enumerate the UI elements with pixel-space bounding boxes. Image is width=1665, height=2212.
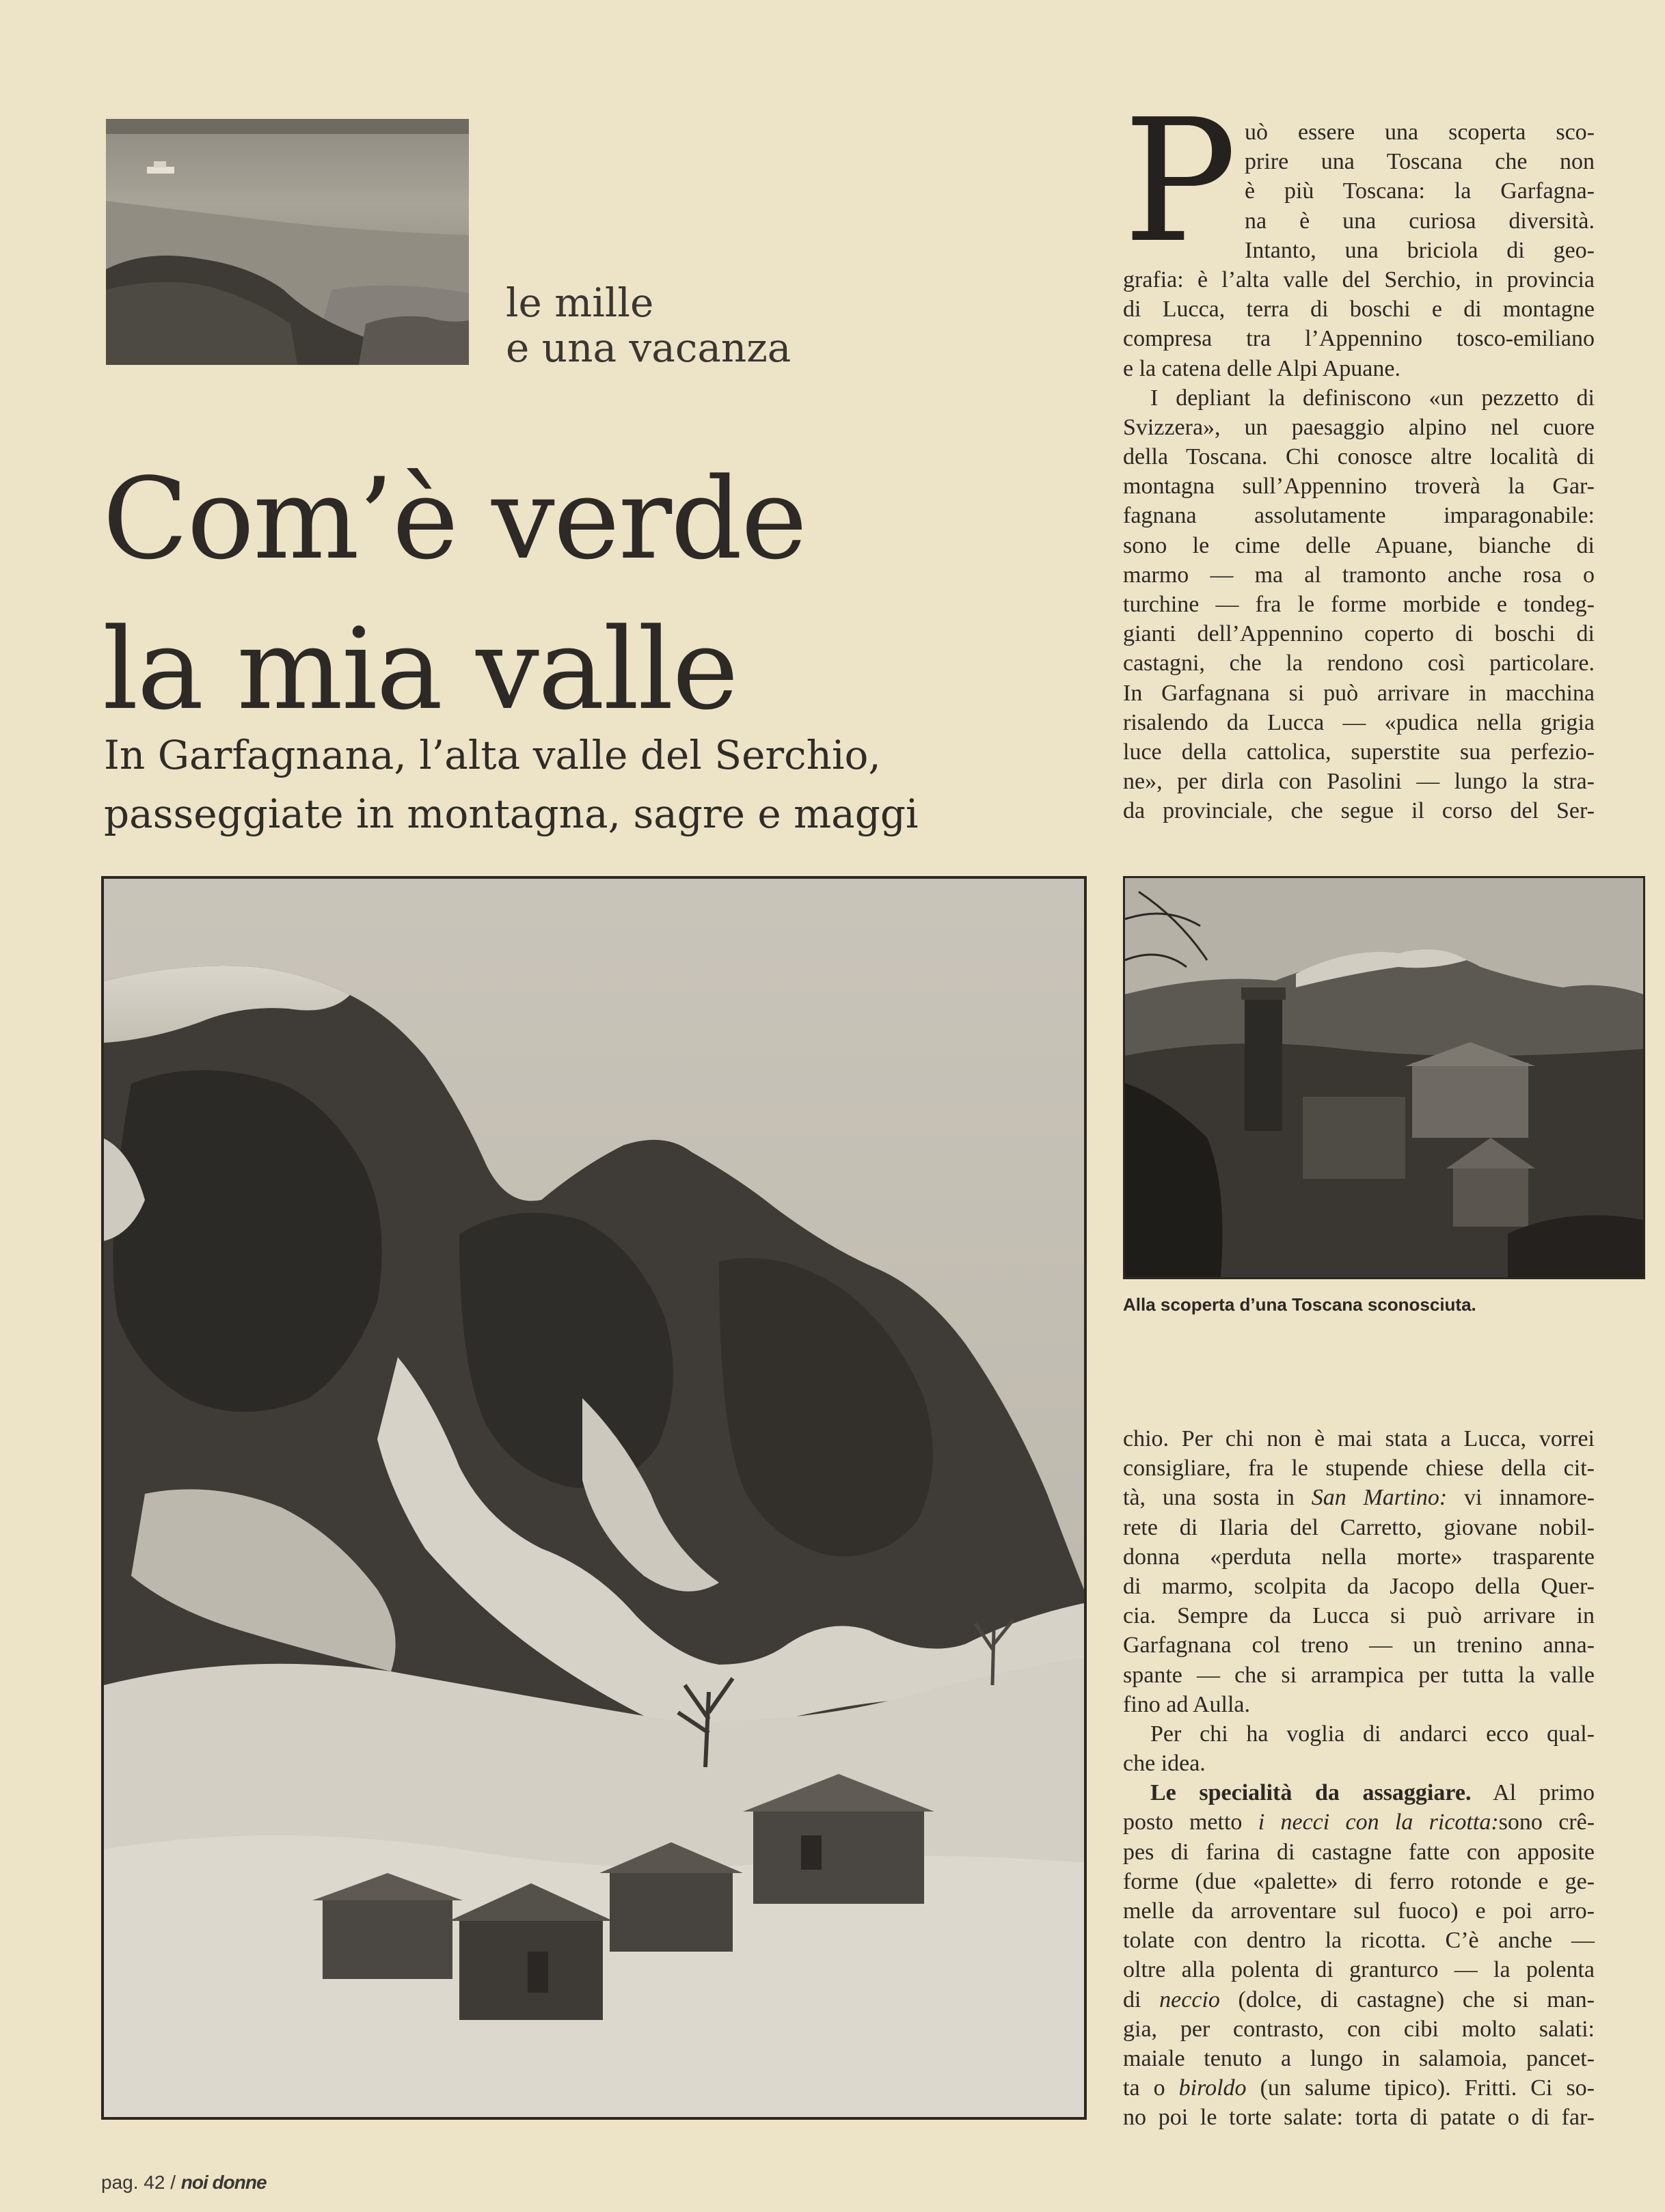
article-headline (103, 444, 1128, 745)
text-line: da provinciale, che segue il corso del Ser- (1123, 798, 1595, 824)
text-line: no poi le torte salate: torta di patate o di far- (1123, 2105, 1595, 2131)
text-line: I depliant la definiscono «un pezzetto di (1150, 385, 1595, 411)
text-line (1123, 1985, 1595, 2015)
text-line: pes di farina di castagne fatte con apposite (1123, 1839, 1595, 1865)
text-run: (un salume tipico). Fritti. Ci so- (1246, 2075, 1595, 2101)
photo-caption: Alla scoperta d’una Toscana sconosciuta. (1123, 1294, 1476, 1315)
text-line: fagnana assolutamente imparagonabile: (1123, 503, 1595, 529)
text-line: Garfagnana col treno — un trenino anna- (1123, 1633, 1595, 1658)
italic-run: i necci con la ricotta: (1258, 1810, 1499, 1835)
text-line: di marmo, scolpita da Jacopo della Quer- (1123, 1573, 1595, 1599)
text-line: tolate con dentro la ricotta. C’è anche — (1123, 1928, 1595, 1954)
text-line: luce della cattolica, superstite sua perfezio- (1123, 739, 1595, 765)
text-line: maiale tenuto a lungo in salamoia, pancet- (1123, 2045, 1595, 2071)
text-line: na è una curiosa diversità. (1245, 208, 1595, 234)
text-run: tà, una sosta in (1123, 1485, 1312, 1511)
text-line: uò essere una scoperta sco- (1245, 120, 1595, 145)
subhead-line: In Garfagnana, l’alta valle del Serchio, (104, 732, 881, 778)
headline-line: la mia valle (103, 604, 737, 735)
text-column-top (1123, 118, 1595, 826)
text-line: donna «perduta nella morte» trasparente (1123, 1544, 1595, 1570)
drop-cap: P (1123, 83, 1237, 280)
page-footer (101, 2172, 511, 2194)
text-line: Per chi ha voglia di andarci ecco qual- (1150, 1721, 1595, 1747)
text-line: compresa tra l’Appennino tosco-emiliano (1123, 326, 1595, 352)
text-line: fino ad Aulla. (1123, 1691, 1251, 1717)
headline-line: Com’è verde (103, 454, 807, 584)
coastal-sea-photo (106, 119, 469, 365)
kicker-line: e una vacanza (506, 325, 791, 371)
text-column-bottom (1123, 1424, 1595, 2133)
text-line: della Toscana. Chi conosce altre località di (1123, 444, 1595, 470)
text-line (1123, 2073, 1595, 2103)
text-line: prire una Toscana che non (1245, 149, 1595, 175)
text-line: consigliare, fra le stupende chiese della cit- (1123, 1456, 1595, 1482)
text-line: che idea. (1123, 1751, 1206, 1777)
magazine-name: noi donne (180, 2172, 267, 2193)
text-line: oltre alla polenta di granturco — la polenta (1123, 1957, 1595, 1983)
text-line: Intanto, una briciola di geo- (1245, 237, 1595, 263)
text-run: vi innamore- (1447, 1485, 1595, 1511)
run-in-heading: Le specialità da assaggiare. (1150, 1780, 1472, 1806)
article-subheading (104, 726, 1129, 843)
text-line: sono le cime delle Apuane, bianche di (1123, 532, 1595, 558)
text-line: marmo — ma al tramonto anche rosa o (1123, 562, 1595, 588)
text-line: e la catena delle Alpi Apuane. (1123, 355, 1400, 381)
snowy-mountain-village-photo (101, 876, 1087, 2120)
text-line: montagna sull’Appennino troverà la Gar- (1123, 474, 1595, 500)
text-line: melle da arroventare sul fuoco) e poi arro- (1123, 1898, 1595, 1924)
section-kicker (506, 280, 861, 370)
footer-separator: / (170, 2172, 176, 2193)
text-line (1123, 1807, 1595, 1837)
text-run: ta o (1123, 2075, 1179, 2101)
text-line: turchine — fra le forme morbide e tondeg- (1123, 592, 1595, 617)
text-line: castagni, che la rendono così particolare. (1123, 651, 1595, 677)
text-run: Al primo (1471, 1780, 1595, 1806)
text-line: Svizzera», un paesaggio alpino nel cuore (1123, 414, 1595, 440)
text-line: rete di Ilaria del Carretto, giovane nobil- (1123, 1514, 1595, 1540)
page-number: pag. 42 (101, 2172, 165, 2193)
text-line: è più Toscana: la Garfagna- (1245, 178, 1595, 204)
kicker-line: le mille (506, 279, 654, 326)
subhead-line: passeggiate in montagna, sagre e maggi (104, 791, 919, 837)
text-run: di (1123, 1986, 1160, 2012)
text-line: In Garfagnana si può arrivare in macchina (1123, 680, 1595, 706)
text-run: posto metto (1123, 1810, 1258, 1835)
text-line: grafia: è l’alta valle del Serchio, in provincia (1123, 267, 1595, 292)
text-line: ne», per dirla con Pasolini — lungo la stra- (1123, 769, 1595, 795)
text-line: risalendo da Lucca — «pudica nella grigia (1123, 709, 1595, 735)
text-line (1123, 1778, 1595, 1807)
text-line: forme (due «palette» di ferro rotonde e ge- (1123, 1868, 1595, 1894)
text-run: (dolce, di castagne) che si man- (1219, 1986, 1595, 2012)
text-line: cia. Sempre da Lucca si può arrivare in (1123, 1603, 1595, 1629)
italic-run: San Martino: (1311, 1485, 1448, 1511)
italic-run: biroldo (1178, 2075, 1247, 2101)
text-line: gianti dell’Appennino coperto di boschi di (1123, 621, 1595, 647)
text-run: sono crê- (1498, 1810, 1595, 1835)
text-line: di Lucca, terra di boschi e di montagne (1123, 297, 1595, 323)
italic-run: neccio (1159, 1986, 1220, 2012)
text-line: spante — che si arrampica per tutta la valle (1123, 1662, 1595, 1688)
text-line (1123, 1483, 1595, 1512)
village-tower-photo (1123, 876, 1645, 1279)
text-line: gia, per contrasto, con cibi molto salati: (1123, 2016, 1595, 2042)
text-line: chio. Per chi non è mai stata a Lucca, vorrei (1123, 1426, 1595, 1451)
